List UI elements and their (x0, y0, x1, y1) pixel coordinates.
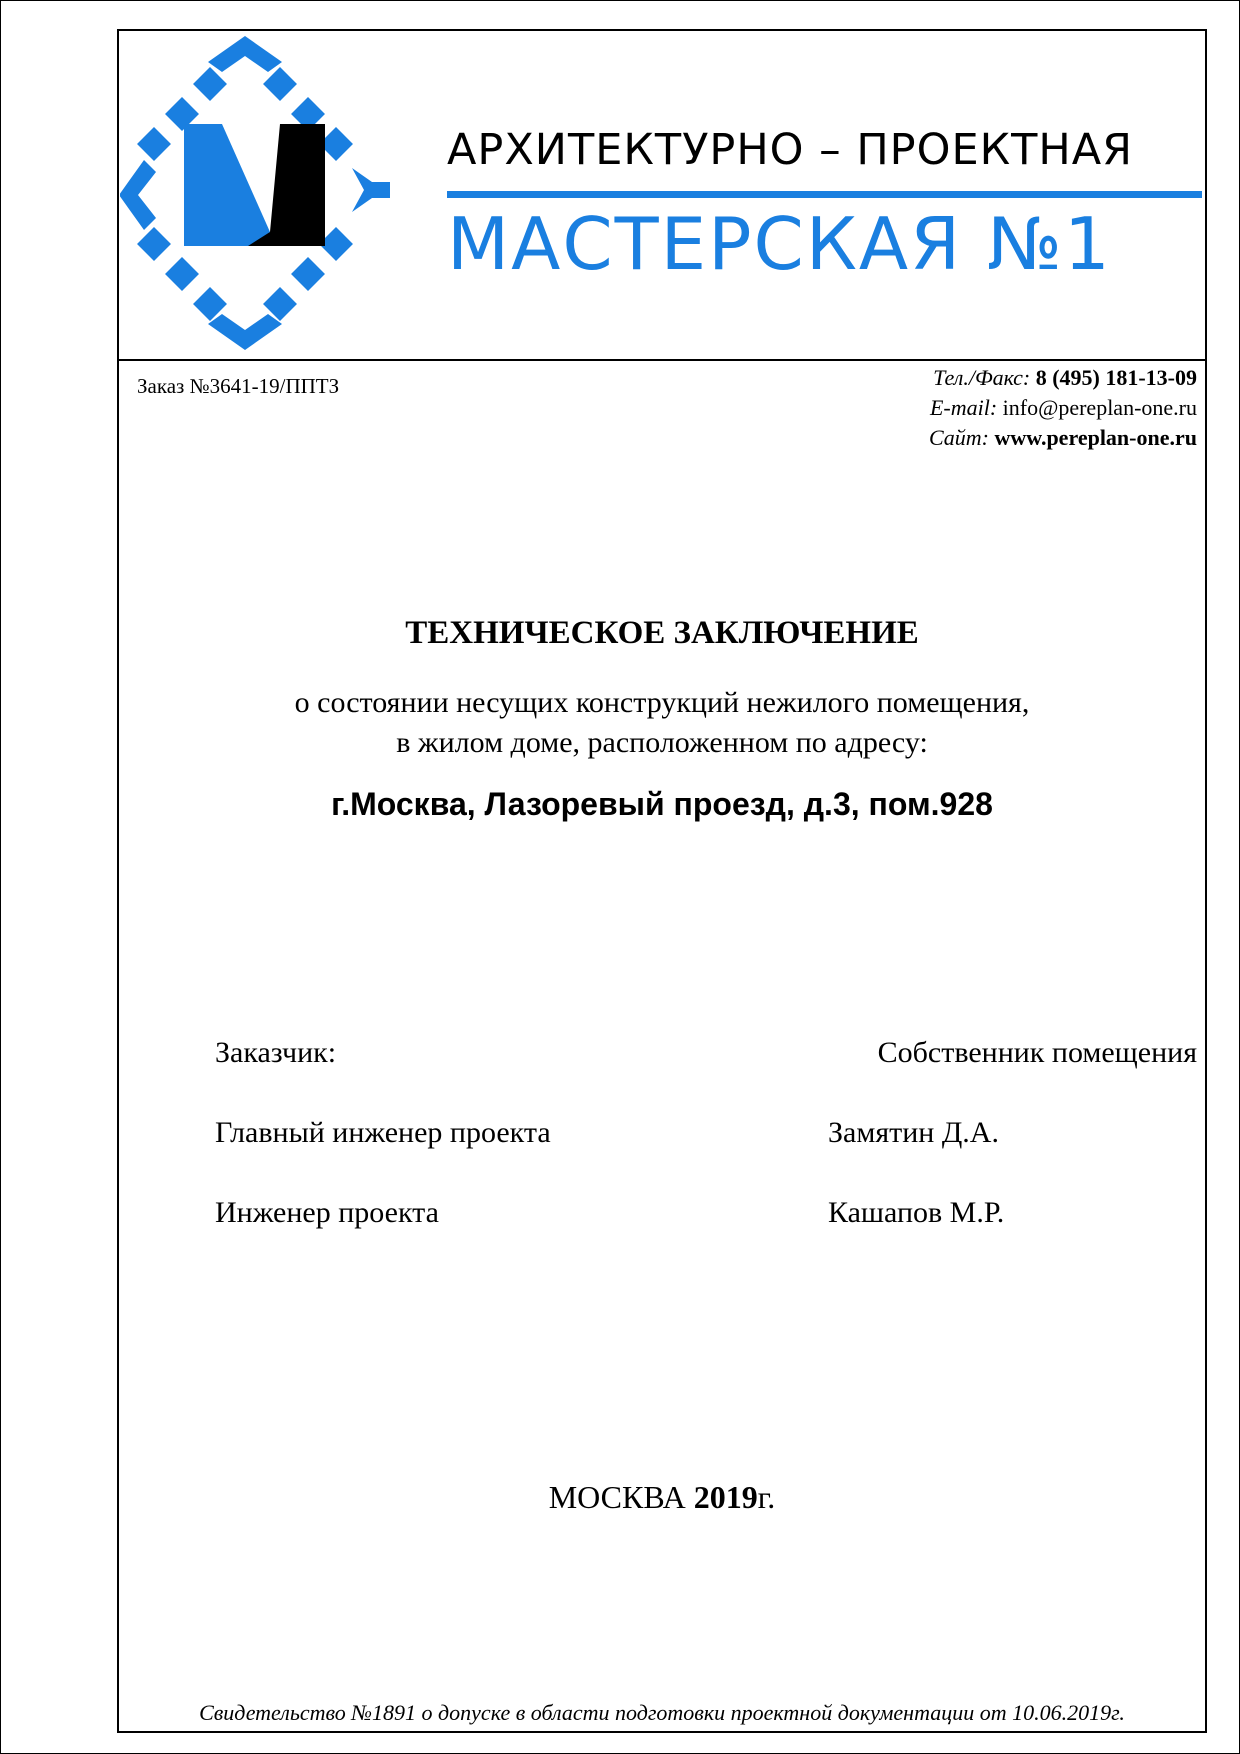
phone-label: Тел./Факс: (933, 365, 1031, 390)
header-divider (117, 359, 1207, 361)
order-number: Заказ №3641-19/ППТЗ (137, 374, 340, 398)
logo-text-line2: МАСТЕРСКАЯ №1 (447, 202, 1112, 286)
contact-email (929, 393, 1197, 423)
logo-chevron-left (120, 160, 156, 230)
engineer-value: Кашапов М.Р. (828, 1196, 1005, 1229)
logo-square (193, 67, 227, 101)
logo-square (165, 257, 199, 291)
logo-square (137, 127, 171, 161)
customer-value: Собственник помещения (877, 1036, 1197, 1069)
contact-phone (929, 363, 1197, 393)
logo-square (137, 227, 171, 261)
email-value[interactable]: info@pereplan-one.ru (1002, 395, 1197, 420)
contact-site (929, 423, 1197, 453)
logo-connector (352, 168, 390, 212)
logo-rule (447, 191, 1202, 198)
city-name: МОСКВА (548, 1479, 686, 1515)
phone-value: 8 (495) 181-13-09 (1035, 365, 1197, 390)
logo-square (291, 257, 325, 291)
customer-label: Заказчик: (215, 1036, 337, 1069)
year: 2019 (693, 1479, 758, 1515)
logo-chevron-top (208, 36, 282, 72)
company-logo-icon (120, 32, 450, 357)
document-title: ТЕХНИЧЕСКОЕ ЗАКЛЮЧЕНИЕ (405, 615, 919, 651)
logo-m-blue (184, 124, 270, 246)
engineer-label: Инженер проекта (215, 1196, 439, 1229)
logo-text-line1: АРХИТЕКТУРНО – ПРОЕКТНАЯ (447, 125, 1134, 175)
chief-engineer-value: Замятин Д.А. (828, 1116, 999, 1149)
license-footer: Свидетельство №1891 о допуске в области подготовки проектной документации от 10.06.2019г. (199, 1700, 1125, 1725)
city-year (117, 1479, 1207, 1516)
email-label: E-mail: (929, 395, 998, 420)
contacts-block (929, 363, 1197, 453)
site-label: Сайт: (928, 425, 989, 450)
property-address: г.Москва, Лазоревый проезд, д.3, пом.928 (331, 786, 993, 822)
subtitle-line-2: в жилом доме, расположенном по адресу: (396, 726, 928, 759)
chief-engineer-label: Главный инженер проекта (215, 1116, 551, 1149)
subtitle-line-1: о состоянии несущих конструкций нежилого помещения, (294, 686, 1030, 719)
document-subtitle (117, 683, 1207, 763)
year-suffix: г. (757, 1479, 776, 1515)
logo-square (263, 67, 297, 101)
site-value[interactable]: www.pereplan-one.ru (994, 425, 1197, 450)
logo-chevron-bottom (208, 314, 282, 350)
